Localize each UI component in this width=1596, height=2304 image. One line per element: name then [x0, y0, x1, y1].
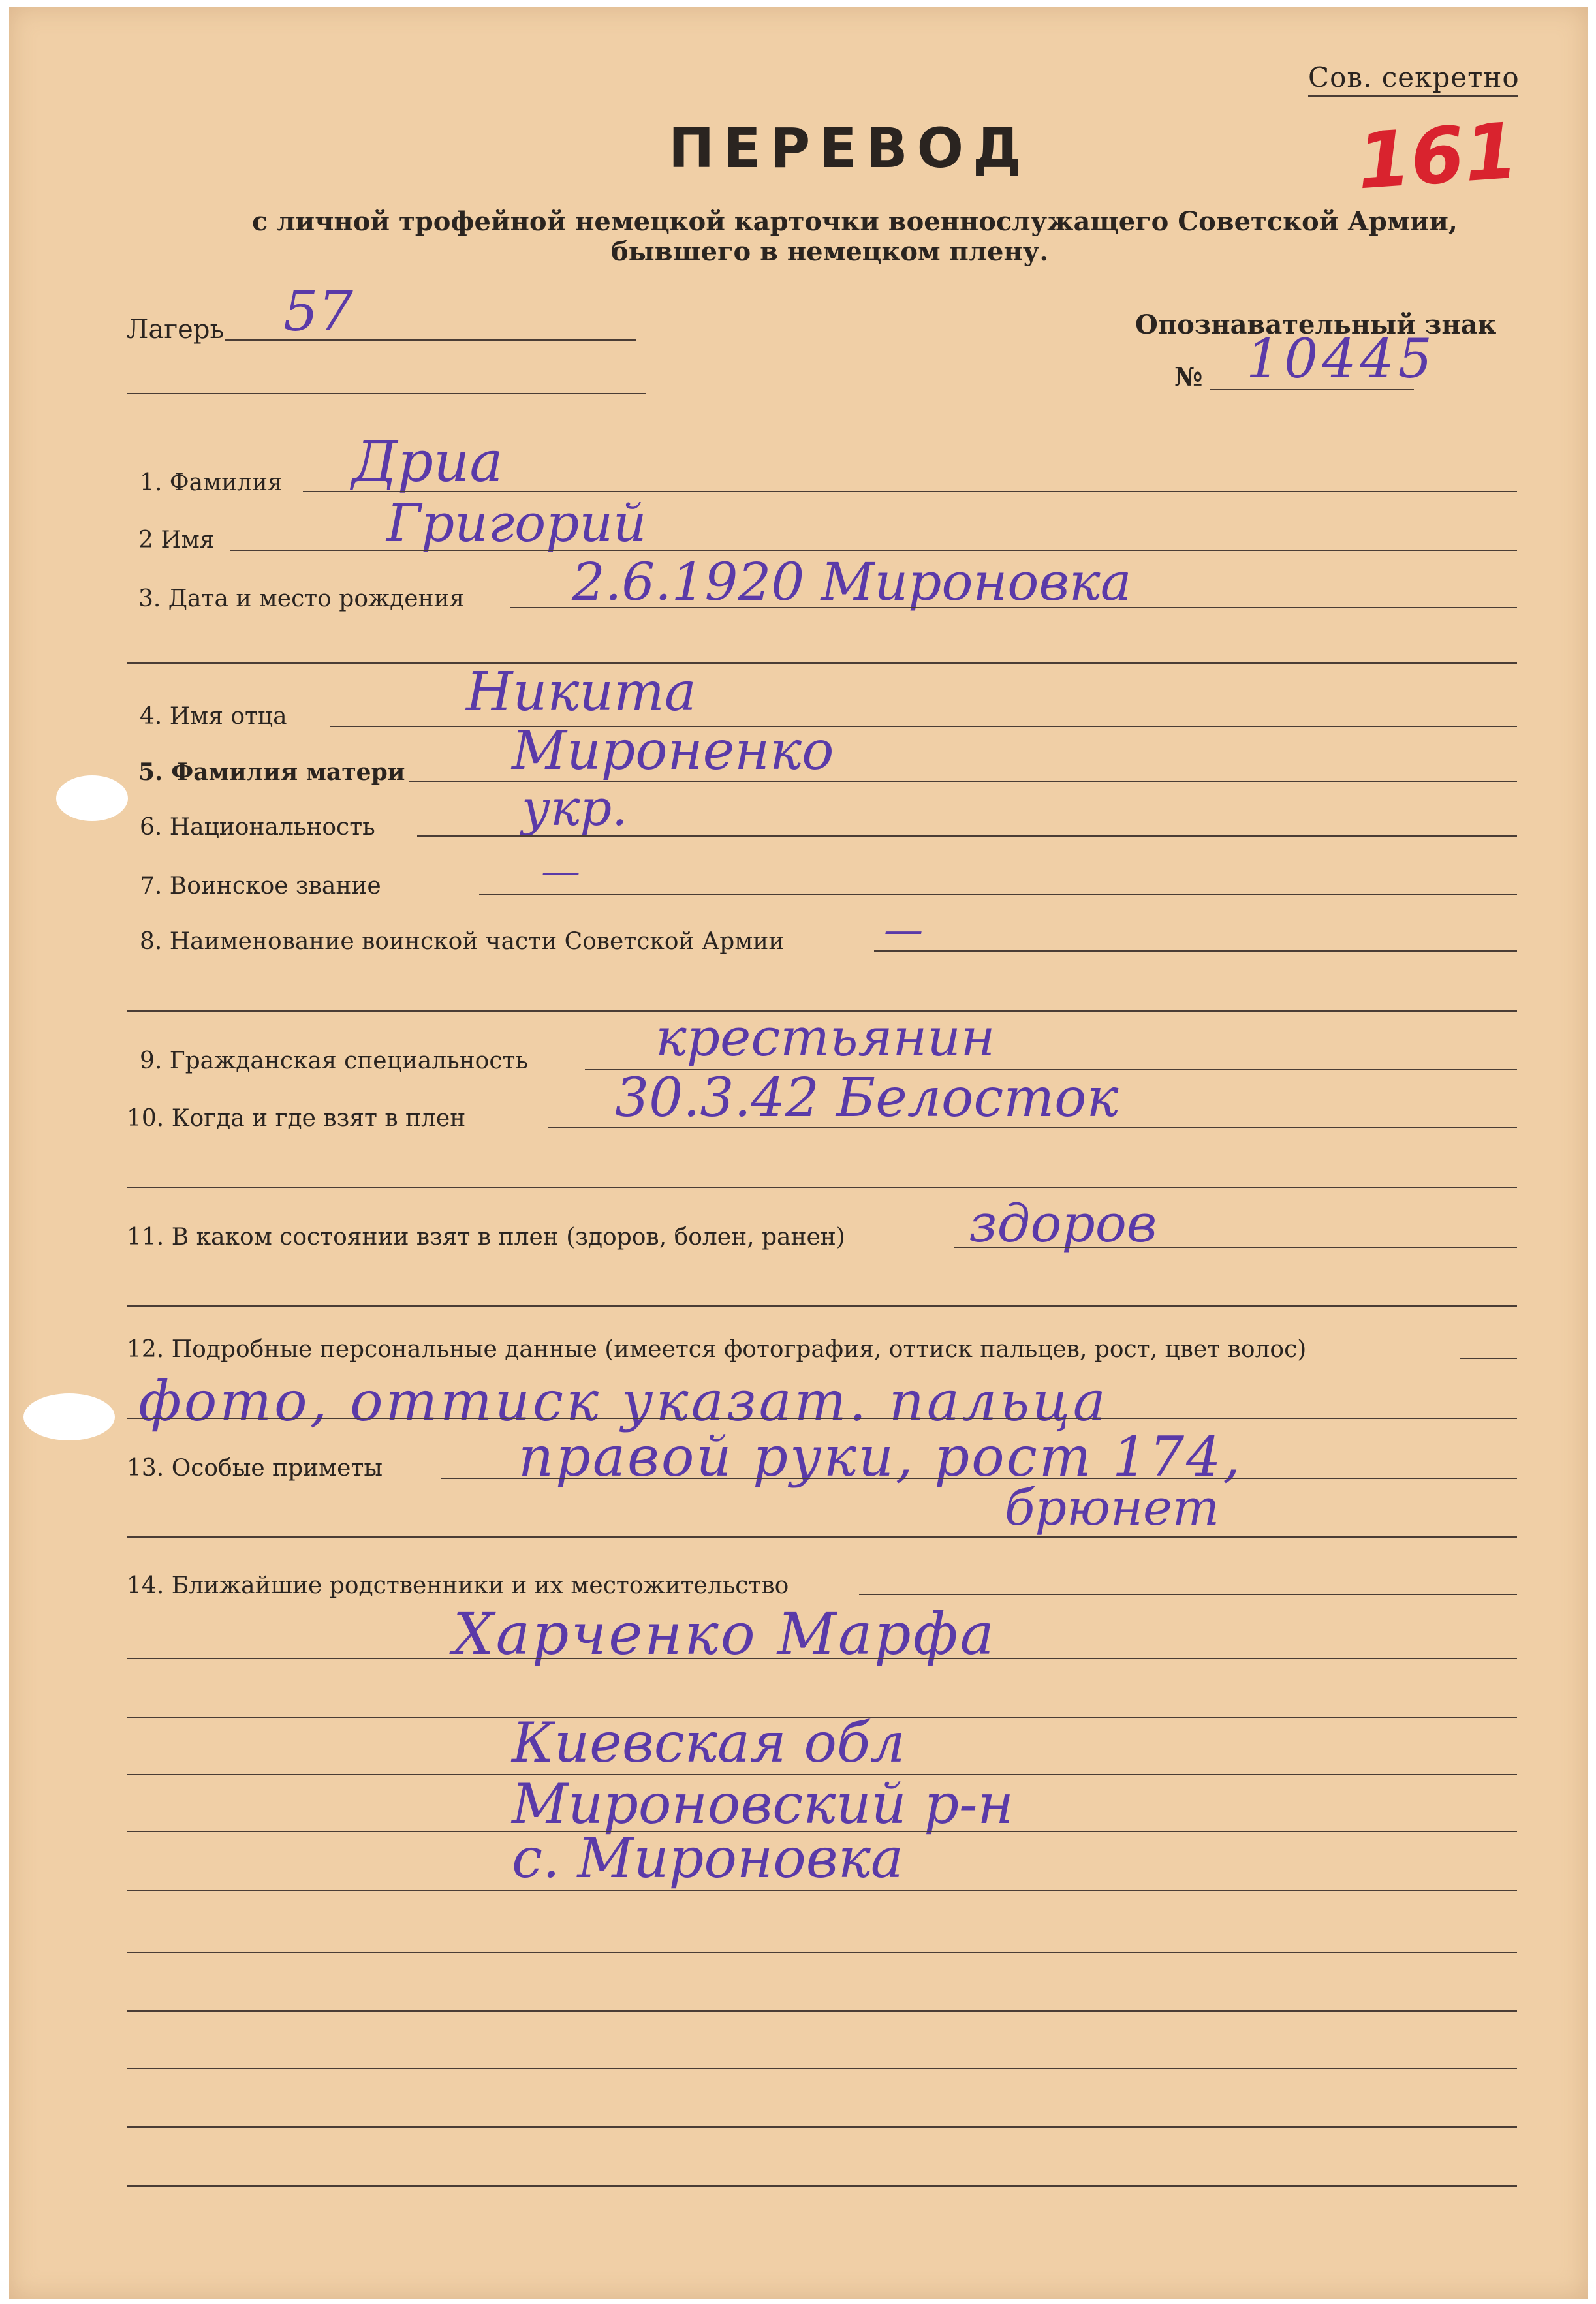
field-11-line-2 — [127, 1305, 1517, 1307]
field-7-label: 7. Воинское звание — [140, 873, 381, 899]
document-sheet — [9, 7, 1588, 2299]
field-4-label: 4. Имя отца — [140, 703, 287, 730]
field-13-line-2 — [127, 1536, 1517, 1538]
field-12-line-2 — [127, 1418, 1517, 1419]
field-14-line-6 — [127, 1890, 1517, 1891]
field-10-line-2 — [127, 1187, 1517, 1188]
tag-number-sign: № — [1174, 362, 1203, 392]
field-14-value-line-1: Харченко Марфа — [453, 1600, 996, 1668]
field-13-value-line-1: правой руки, рост 174, — [518, 1425, 1243, 1489]
field-8-line — [874, 950, 1517, 952]
field-3-label: 3. Дата и место рождения — [138, 585, 465, 612]
field-8-value: — — [884, 907, 923, 953]
document-title: ПЕРЕВОД — [668, 116, 1031, 180]
field-14-value-line-2: Киевская обл — [512, 1711, 905, 1775]
field-8-label: 8. Наименование воинской части Советской Армии — [140, 928, 785, 955]
field-12-label: 12. Подробные персональные данные (имеется фотография, оттиск пальцев, рост, цвет волос) — [127, 1336, 1307, 1363]
field-12-value: фото, оттиск указат. пальца — [138, 1369, 1108, 1433]
field-12-line — [1460, 1358, 1517, 1359]
field-2-label: 2 Имя — [138, 527, 215, 553]
field-14-line — [859, 1594, 1517, 1595]
field-4-value: Никита — [466, 661, 696, 723]
field-9-label: 9. Гражданская специальность — [140, 1048, 529, 1074]
field-1-line — [303, 491, 1517, 492]
tag-line — [1210, 389, 1414, 390]
field-11-value: здоров — [969, 1193, 1157, 1254]
field-14-line-8 — [127, 2010, 1517, 2012]
field-5-value: Мироненко — [512, 720, 834, 782]
field-14-label: 14. Ближайшие родственники и их местожительство — [127, 1572, 789, 1599]
field-14-line-11 — [127, 2185, 1517, 2187]
field-14-line-9 — [127, 2068, 1517, 2069]
field-10-label: 10. Когда и где взят в плен — [127, 1105, 466, 1132]
field-14-line-2 — [127, 1658, 1517, 1659]
field-10-line — [548, 1127, 1517, 1128]
field-2-line — [230, 550, 1517, 551]
tag-label: Опознавательный знак — [1135, 309, 1497, 340]
field-3-line — [510, 607, 1517, 608]
field-11-label: 11. В каком состоянии взят в плен (здоров, болен, ранен) — [127, 1224, 845, 1251]
punch-hole-bottom — [23, 1393, 115, 1440]
field-10-value: 30.3.42 Белосток — [615, 1067, 1119, 1129]
field-14-value-line-4: с. Мироновка — [512, 1826, 903, 1890]
field-13-label: 13. Особые приметы — [127, 1455, 383, 1482]
classification-mark: Сов. секретно — [1308, 61, 1520, 93]
camp-line — [225, 339, 636, 341]
field-5-label: 5. Фамилия матери — [138, 758, 405, 786]
field-6-value: укр. — [522, 779, 628, 837]
field-13-value-line-2: брюнет — [1005, 1478, 1220, 1536]
tag-value: 10445 — [1246, 328, 1436, 390]
field-13-line — [441, 1478, 1517, 1479]
field-2-value: Григорий — [386, 493, 647, 553]
camp-line-2 — [127, 393, 646, 394]
field-1-value: Дриа — [352, 429, 503, 495]
classification-underline — [1308, 95, 1518, 97]
field-7-line — [479, 894, 1517, 895]
field-14-line-10 — [127, 2126, 1517, 2128]
field-6-label: 6. Национальность — [140, 814, 375, 841]
field-7-value: — — [541, 848, 580, 894]
document-subtitle-line-1: с личной трофейной немецкой карточки военнослужащего Советской Армии, — [252, 206, 1458, 237]
field-3-line-2 — [127, 662, 1517, 664]
document-subtitle-line-2: бывшего в немецком плену. — [611, 236, 1049, 267]
punch-hole-top — [56, 775, 128, 821]
field-14-value-line-3: Мироновский р-н — [512, 1772, 1014, 1836]
field-6-line — [417, 835, 1517, 837]
camp-value: 57 — [283, 279, 353, 343]
field-3-value: 2.6.1920 Мироновка — [572, 552, 1132, 612]
field-4-line — [330, 726, 1517, 727]
field-11-line — [954, 1247, 1517, 1248]
field-9-value: крестьянин — [655, 1007, 995, 1068]
field-14-line-7 — [127, 1952, 1517, 1953]
camp-label: Лагерь — [127, 315, 225, 345]
sheet-number: 161 — [1354, 105, 1521, 207]
field-1-label: 1. Фамилия — [140, 469, 283, 496]
